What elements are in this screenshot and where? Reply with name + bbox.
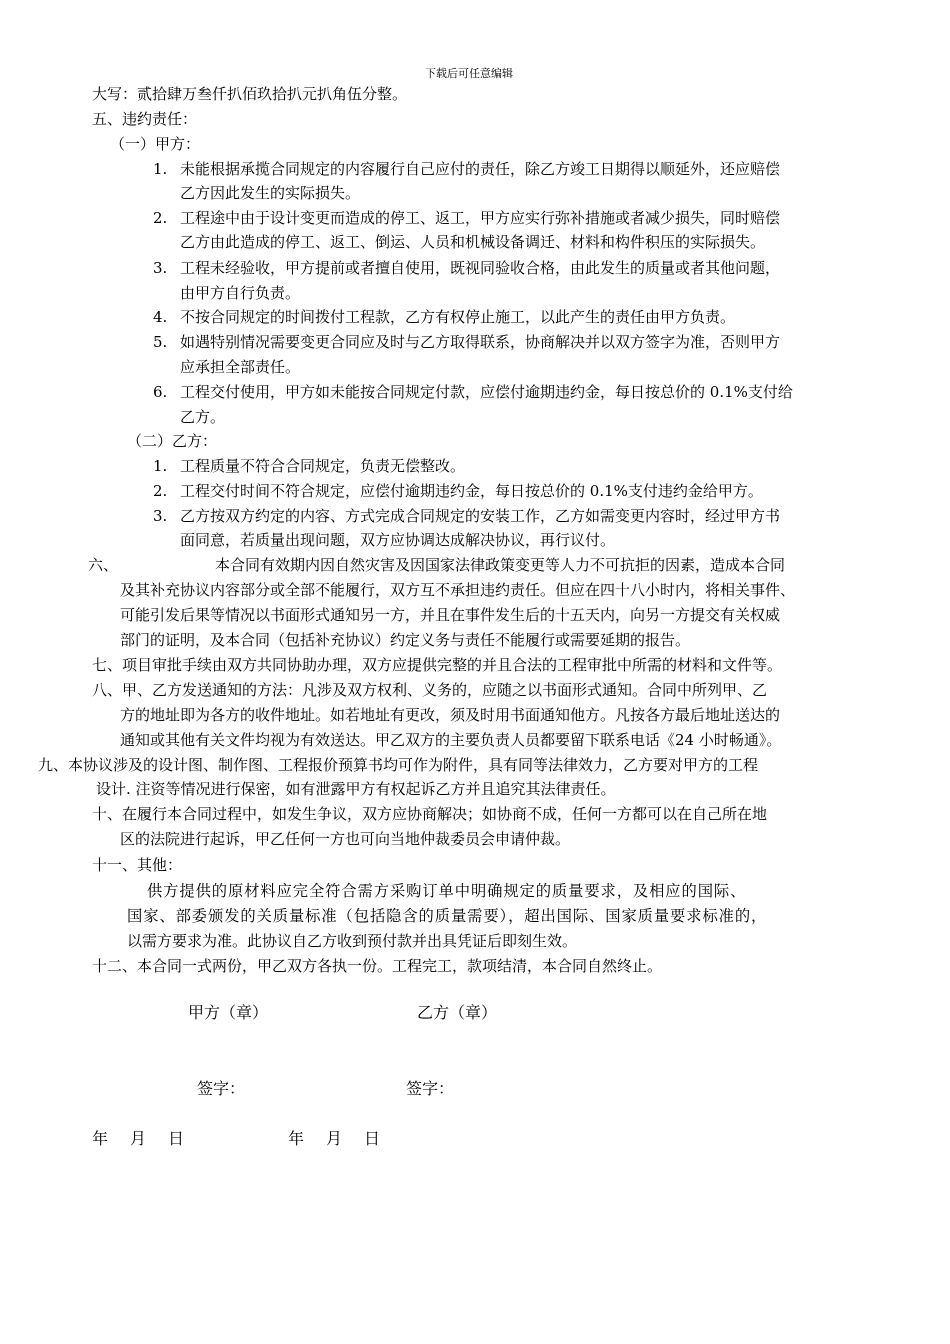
party-a-date: 年 月 日	[92, 1129, 188, 1148]
section-10-line: 十、在履行本合同过程中，如发生争议，双方应协商解决；如协商不成，任何一方都可以在自己所在地	[92, 805, 768, 823]
section-8-line: 方的地址即为各方的收件地址。如若地址有更改，须及时用书面通知他方。凡按各方最后地址送达的	[120, 706, 781, 724]
item-number: 2.	[153, 209, 168, 227]
item-line: 面同意，若质量出现问题，双方应协调达成解决协议，再行议付。	[180, 531, 616, 549]
item-line: 乙方按双方约定的内容、方式完成合同规定的安装工作，乙方如需变更内容时，经过甲方书	[180, 507, 781, 525]
item-number: 5.	[153, 333, 168, 351]
item-number: 1.	[153, 457, 168, 475]
item-line: 不按合同规定的时间拨付工程款，乙方有权停止施工，以此产生的责任由甲方负责。	[180, 308, 736, 326]
section-6-line: 及其补充协议内容部分或全部不能履行，双方互不承担违约责任。但应在四十八小时内，将相关事件、	[120, 581, 796, 599]
party-b-date: 年 月 日	[288, 1129, 384, 1148]
item-line: 工程未经验收，甲方提前或者擅自使用，既视同验收合格，由此发生的质量或者其他问题，	[180, 259, 781, 277]
party-b-seal: 乙方（章）	[417, 1003, 498, 1022]
party-a-label: （一）甲方：	[110, 135, 201, 153]
item-number: 3.	[153, 507, 168, 525]
item-line: 工程质量不符合合同规定，负责无偿整改。	[180, 457, 466, 475]
section-10-line: 区的法院进行起诉，甲乙任何一方也可向当地仲裁委员会申请仲裁。	[120, 830, 571, 848]
item-number: 6.	[153, 383, 168, 401]
section-11-line: 以需方要求为准。此协议自乙方收到预付款并出具凭证后即刻生效。	[127, 932, 578, 950]
section-11-line: 供方提供的原材料应完全符合需方采购订单中明确规定的质量要求，及相应的国际、	[147, 882, 747, 900]
party-b-label: （二）乙方：	[127, 432, 218, 450]
section-11-line: 国家、部委颁发的关质量标准（包括隐含的质量需要），超出国际、国家质量要求标准的，	[127, 907, 768, 925]
item-line: 如遇特别情况需要变更合同应及时与乙方取得联系，协商解决并以双方签字为准，否则甲方	[180, 333, 781, 351]
item-number: 1.	[153, 160, 168, 178]
item-line: 工程途中由于设计变更而造成的停工、返工，甲方应实行弥补措施或者减少损失，同时赔偿	[180, 209, 781, 227]
section-5-title: 五、违约责任：	[92, 110, 198, 128]
item-number: 2.	[153, 482, 168, 500]
section-6-line: 部门的证明，及本合同（包括补充协议）约定义务与责任不能履行或需要延期的报告。	[120, 631, 691, 649]
item-line: 工程交付时间不符合规定，应偿付逾期违约金，每日按总价的 0.1%支付违约金给甲方。	[180, 482, 763, 500]
item-line: 应承担全部责任。	[180, 358, 301, 376]
section-8-line: 通知或其他有关文件均视为有效送达。甲乙双方的主要负责人员都要留下联系电话《24 小时畅通》。	[120, 731, 782, 749]
section-6-line: 本合同有效期内因自然灾害及因国家法律政策变更等人力不可抗拒的因素，造成本合同	[215, 556, 786, 574]
item-line: 乙方。	[180, 408, 226, 426]
section-9-line: 九、本协议涉及的设计图、制作图、工程报价预算书均可作为附件，具有同等法律效力，乙方要对甲方的工程	[38, 756, 759, 774]
section-8-line: 八、甲、乙方发送通知的方法：凡涉及双方权利、义务的，应随之以书面形式通知。合同中所列甲、乙	[92, 681, 768, 699]
amount-in-words: 大写：贰拾肆万叁仟扒佰玖拾扒元扒角伍分整。	[92, 85, 408, 103]
section-6-line: 可能引发后果等情况以书面形式通知另一方，并且在事件发生后的十五天内，向另一方提交有关权威	[120, 606, 781, 624]
item-number: 3.	[153, 259, 168, 277]
item-line: 乙方由此造成的停工、返工、倒运、人员和机械设备调迁、材料和构件积压的实际损失。	[180, 233, 766, 251]
page-header: 下载后可任意编辑	[425, 67, 513, 80]
section-6-number: 六、	[88, 556, 119, 574]
party-b-signature: 签字：	[406, 1079, 455, 1098]
item-number: 4.	[153, 308, 168, 326]
section-11-title: 十一、其他：	[92, 856, 183, 874]
item-line: 未能根据承揽合同规定的内容履行自己应付的责任，除乙方竣工日期得以顺延外，还应赔偿	[180, 160, 781, 178]
party-a-seal: 甲方（章）	[188, 1003, 269, 1022]
section-7: 七、项目审批手续由双方共同协助办理，双方应提供完整的并且合法的工程审批中所需的材料和文件等。	[92, 656, 783, 674]
section-12: 十二、本合同一式两份，甲乙双方各执一份。工程完工，款项结清，本合同自然终止。	[92, 957, 663, 975]
item-line: 乙方因此发生的实际损失。	[180, 184, 361, 202]
item-line: 工程交付使用，甲方如未能按合同规定付款，应偿付逾期违约金，每日按总价的 0.1%支付给	[180, 383, 793, 401]
party-a-signature: 签字：	[197, 1079, 246, 1098]
section-9-line: 设计. 注资等情况进行保密，如有泄露甲方有权起诉乙方并且追究其法律责任。	[96, 780, 616, 798]
item-line: 由甲方自行负责。	[180, 284, 301, 302]
